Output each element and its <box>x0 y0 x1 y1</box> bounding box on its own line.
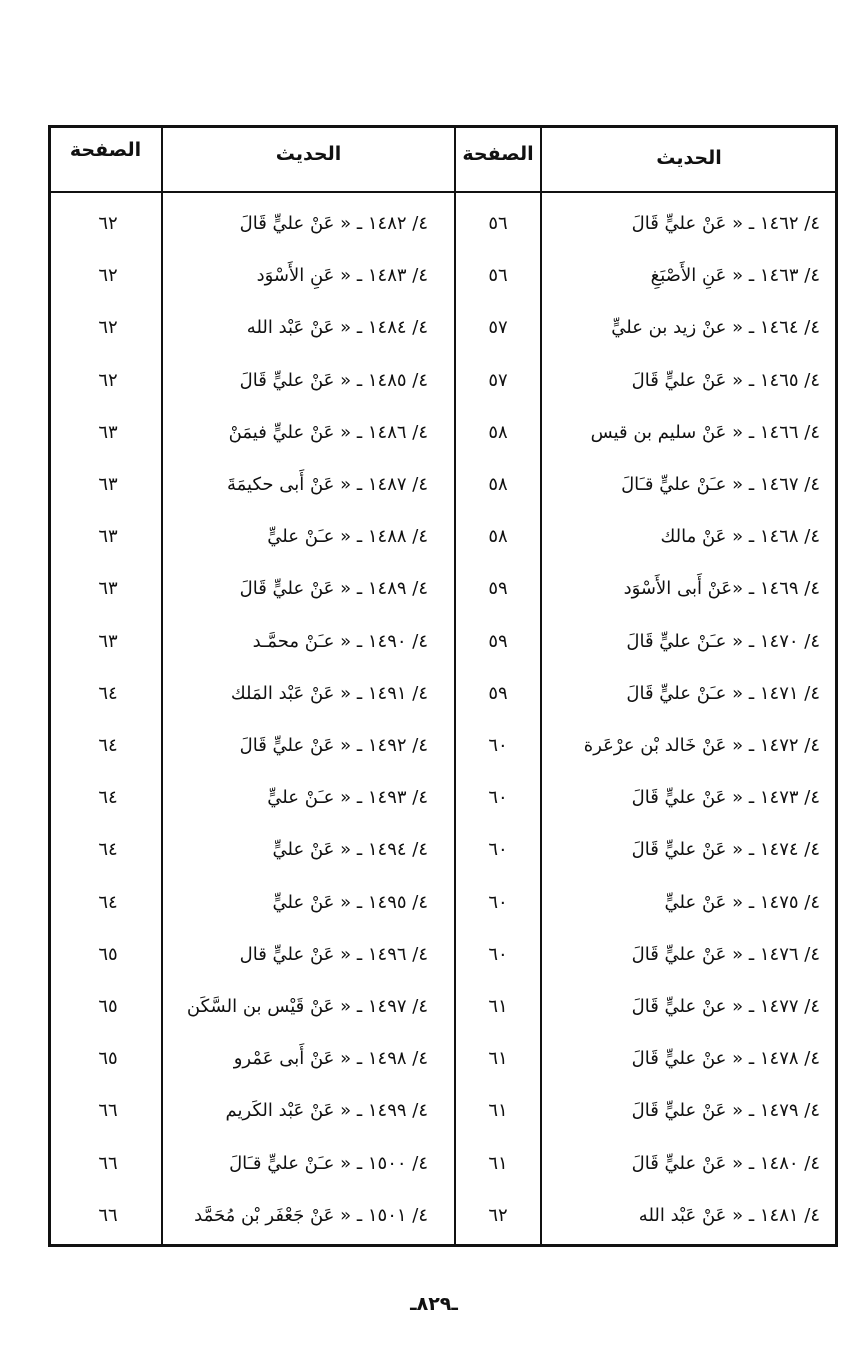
hadith-entry-right: ٤/ ١٤٨١ ـ « عَنْ عَبْد الله <box>638 1205 820 1226</box>
hadith-entry-right: ٤/ ١٤٧٧ ـ « عنْ عليٍّ قَالَ <box>631 996 820 1017</box>
page-ref-right: ٥٦ <box>488 213 508 234</box>
hadith-entry-left: ٤/ ١٤٨٥ ـ « عَنْ عليٍّ قَالَ <box>239 370 428 391</box>
hadith-entry-left: ٤/ ١٤٩٦ ـ « عَنْ عليٍّ قال <box>239 944 428 965</box>
hadith-entry-left: ٤/ ١٥٠١ ـ « عَنْ جَعْفَر بْن مُحَمَّد <box>194 1205 428 1226</box>
page-ref-right: ٦٠ <box>488 735 508 756</box>
page-ref-left: ٦٤ <box>98 839 118 860</box>
hadith-entry-left: ٤/ ١٤٩١ ـ « عَنْ عَبْد المَلك <box>230 683 428 704</box>
hadith-entry-left: ٤/ ١٥٠٠ ـ « عـَنْ عليٍّ قـَالَ <box>229 1153 428 1174</box>
page-ref-left: ٦٢ <box>98 213 118 234</box>
hadith-entry-left: ٤/ ١٤٨٨ ـ « عـَنْ عليٍّ <box>267 526 428 547</box>
page-ref-right: ٥٨ <box>488 526 508 547</box>
page-ref-right: ٦٠ <box>488 892 508 913</box>
hadith-entry-right: ٤/ ١٤٨٠ ـ « عَنْ عليٍّ قَالَ <box>631 1153 820 1174</box>
hadith-entry-left: ٤/ ١٤٩٨ ـ « عَنْ أَبى عَمْرو <box>233 1048 428 1069</box>
hadith-entry-left: ٤/ ١٤٨٩ ـ « عَنْ عليٍّ قَالَ <box>239 578 428 599</box>
hadith-entry-right: ٤/ ١٤٦٣ ـ « عَنِ الأَصْبَغِ <box>650 265 820 286</box>
hadith-entry-left: ٤/ ١٤٨٣ ـ « عَنِ الأَسْوَد <box>256 265 428 286</box>
hadith-entry-right: ٤/ ١٤٦٨ ـ « عَنْ مالك <box>660 526 820 547</box>
hadith-entry-right: ٤/ ١٤٦٩ ـ «عَنْ أَبى الأَسْوَد <box>623 578 820 599</box>
hadith-entry-right: ٤/ ١٤٦٦ ـ « عَنْ سليم بن قيس <box>590 422 820 443</box>
page-ref-right: ٦١ <box>488 1153 508 1174</box>
page-ref-left: ٦٥ <box>98 1048 118 1069</box>
page-ref-left: ٦٦ <box>98 1100 118 1121</box>
hadith-entry-right: ٤/ ١٤٧٩ ـ « عَنْ عليٍّ قَالَ <box>631 1100 820 1121</box>
page-ref-left: ٦٣ <box>98 631 118 652</box>
page-ref-left: ٦٢ <box>98 370 118 391</box>
header-page-right: الصفحة <box>462 143 534 165</box>
hadith-entry-right: ٤/ ١٤٦٧ ـ « عـَنْ عليٍّ قـَالَ <box>621 474 820 495</box>
hadith-entry-left: ٤/ ١٤٨٦ ـ « عَنْ عليٍّ فيمَنْ <box>228 422 428 443</box>
page-ref-left: ٦٣ <box>98 422 118 443</box>
page-ref-left: ٦٣ <box>98 474 118 495</box>
page-ref-left: ٦٦ <box>98 1205 118 1226</box>
page-ref-left: ٦٦ <box>98 1153 118 1174</box>
hadith-entry-right: ٤/ ١٤٧٨ ـ « عنْ عليٍّ قَالَ <box>631 1048 820 1069</box>
page-ref-right: ٥٨ <box>488 474 508 495</box>
header-hadith-right: الحديث <box>656 147 722 169</box>
hadith-entry-left: ٤/ ١٤٩٣ ـ « عـَنْ عليٍّ <box>267 787 428 808</box>
page-ref-right: ٦٠ <box>488 839 508 860</box>
page-ref-left: ٦٤ <box>98 683 118 704</box>
page-ref-right: ٥٦ <box>488 265 508 286</box>
hadith-entry-left: ٤/ ١٤٨٧ ـ « عَنْ أَبى حكيمَةَ <box>226 474 428 495</box>
hadith-entry-left: ٤/ ١٤٩٠ ـ « عـَنْ محمَّـد <box>252 631 428 652</box>
column-divider-left-page <box>161 128 163 1244</box>
page-ref-right: ٦٠ <box>488 944 508 965</box>
page-ref-right: ٦١ <box>488 1048 508 1069</box>
page-ref-right: ٥٩ <box>488 578 508 599</box>
hadith-entry-right: ٤/ ١٤٦٥ ـ « عَنْ عليٍّ قَالَ <box>631 370 820 391</box>
page-ref-left: ٦٥ <box>98 996 118 1017</box>
page-ref-right: ٦٢ <box>488 1205 508 1226</box>
page-ref-right: ٦١ <box>488 996 508 1017</box>
page-ref-right: ٥٨ <box>488 422 508 443</box>
page-ref-left: ٦٥ <box>98 944 118 965</box>
header-divider <box>50 191 836 193</box>
page-ref-left: ٦٣ <box>98 526 118 547</box>
hadith-entry-right: ٤/ ١٤٧٠ ـ « عـَنْ عليٍّ قَالَ <box>626 631 820 652</box>
hadith-entry-left: ٤/ ١٤٩٢ ـ « عَنْ عليٍّ قَالَ <box>239 735 428 756</box>
header-hadith-left: الحديث <box>275 143 342 165</box>
hadith-entry-right: ٤/ ١٤٧٢ ـ « عَنْ خَالد بْن عرْعَرة <box>583 735 820 756</box>
page-ref-right: ٦٠ <box>488 787 508 808</box>
page-ref-left: ٦٤ <box>98 892 118 913</box>
page-ref-right: ٥٩ <box>488 631 508 652</box>
hadith-entry-right: ٤/ ١٤٧٣ ـ « عَنْ عليٍّ قَالَ <box>631 787 820 808</box>
page-ref-left: ٦٢ <box>98 265 118 286</box>
page-ref-left: ٦٣ <box>98 578 118 599</box>
page-ref-right: ٥٧ <box>488 317 508 338</box>
hadith-entry-left: ٤/ ١٤٩٤ ـ « عَنْ عليٍّ <box>272 839 428 860</box>
hadith-entry-left: ٤/ ١٤٩٥ ـ « عَنْ عليٍّ <box>272 892 428 913</box>
hadith-entry-right: ٤/ ١٤٧٤ ـ « عَنْ عليٍّ قَالَ <box>631 839 820 860</box>
hadith-entry-right: ٤/ ١٤٧٥ ـ « عَنْ عليٍّ <box>664 892 820 913</box>
hadith-entry-left: ٤/ ١٤٩٩ ـ « عَنْ عَبْد الكَريم <box>225 1100 428 1121</box>
page-ref-left: ٦٤ <box>98 787 118 808</box>
hadith-entry-right: ٤/ ١٤٧١ ـ « عـَنْ عليٍّ قَالَ <box>626 683 820 704</box>
hadith-entry-left: ٤/ ١٤٨٤ ـ « عَنْ عَبْد الله <box>246 317 428 338</box>
hadith-entry-left: ٤/ ١٤٩٧ ـ « عَنْ قَيْس بن السَّكَن <box>186 996 428 1017</box>
column-divider-right-page <box>540 128 542 1244</box>
hadith-entry-right: ٤/ ١٤٦٤ ـ « عنْ زيد بن عليٍّ <box>611 317 820 338</box>
page-ref-right: ٥٩ <box>488 683 508 704</box>
page-number: ـ٨٢٩ـ <box>410 1293 458 1315</box>
hadith-entry-left: ٤/ ١٤٨٢ ـ « عَنْ عليٍّ قَالَ <box>239 213 428 234</box>
page-ref-left: ٦٤ <box>98 735 118 756</box>
page-ref-left: ٦٢ <box>98 317 118 338</box>
page-ref-right: ٦١ <box>488 1100 508 1121</box>
hadith-entry-right: ٤/ ١٤٦٢ ـ « عَنْ عليٍّ قَالَ <box>631 213 820 234</box>
page-ref-right: ٥٧ <box>488 370 508 391</box>
header-page-left: الصفحة <box>69 139 142 161</box>
hadith-entry-right: ٤/ ١٤٧٦ ـ « عَنْ عليٍّ قَالَ <box>631 944 820 965</box>
